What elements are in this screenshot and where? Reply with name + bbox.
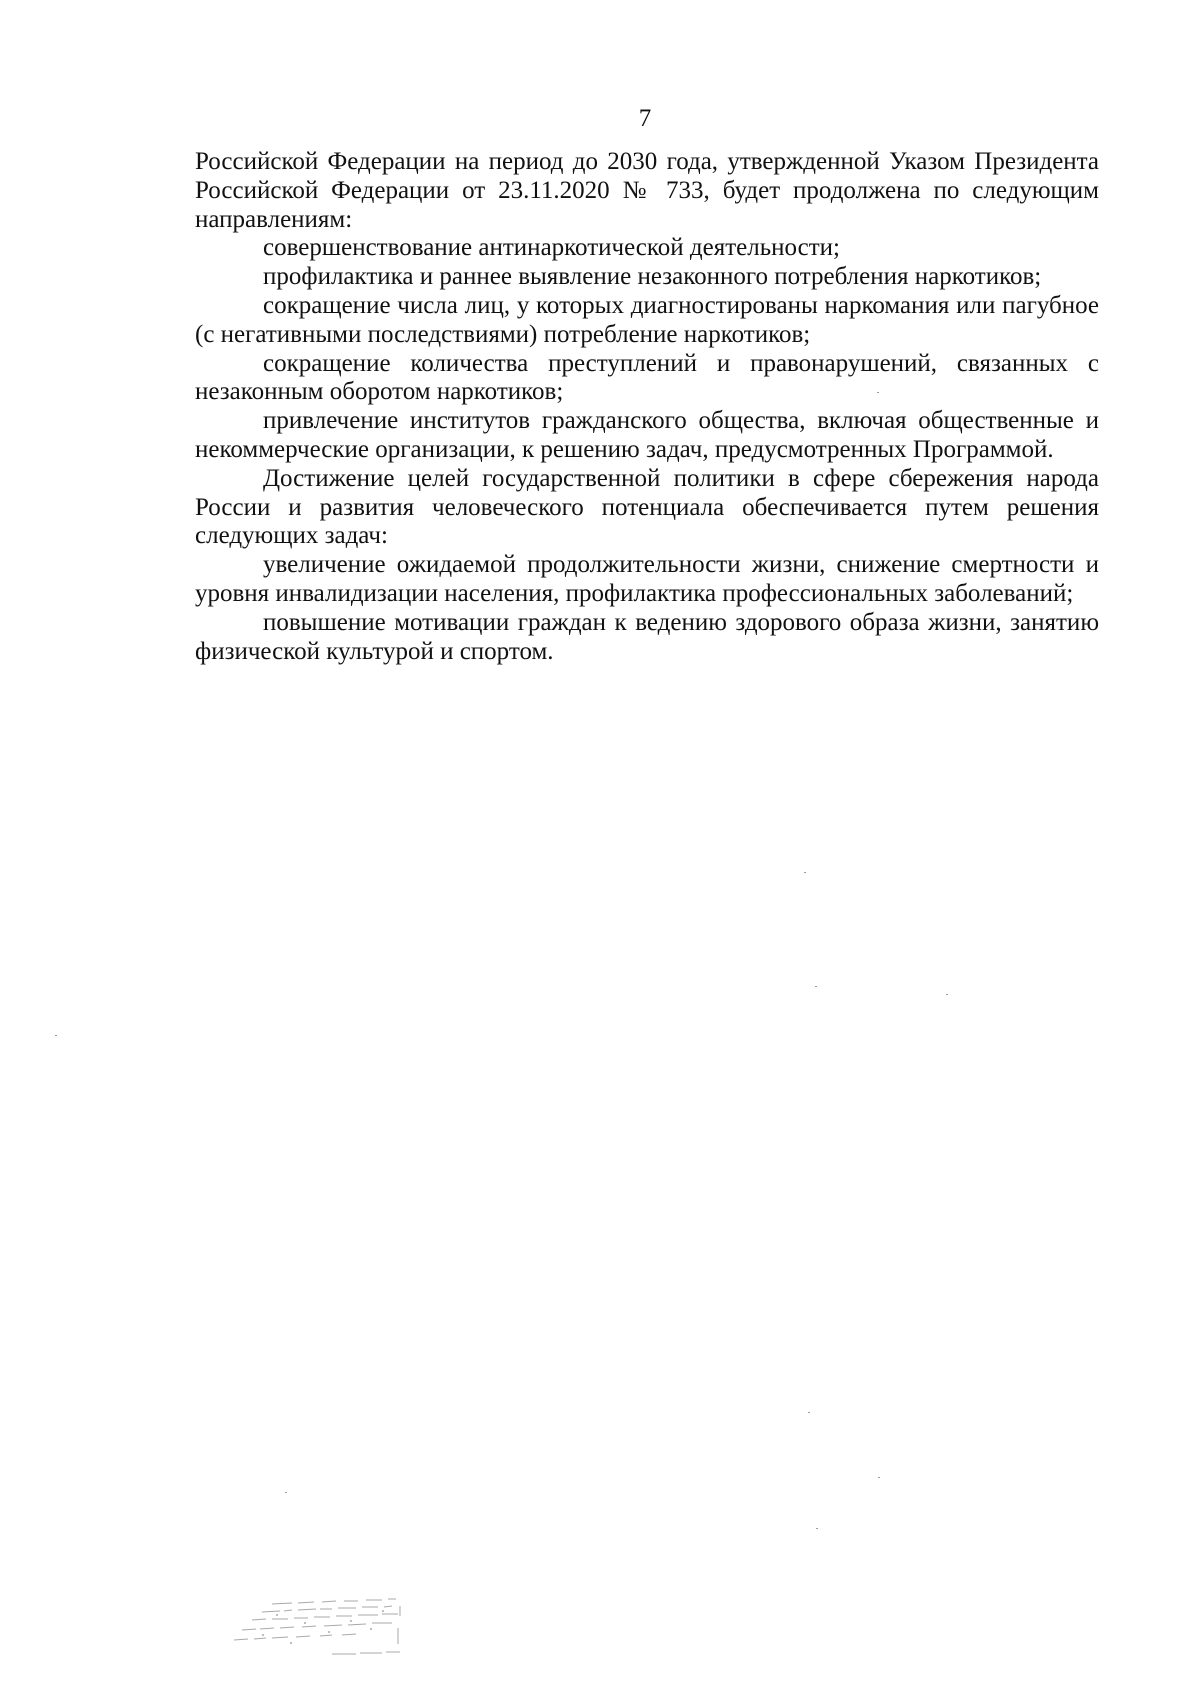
document-body [195,148,1099,666]
page-number: 7 [638,105,652,132]
scan-speck [815,986,817,987]
list-item-life-expectancy: увеличение ожидаемой продолжительности жизни, снижение смертности и уровня инвалидизации населения, профилактика профессиональных заболеваний; [195,551,1099,607]
faded-stamp-icon [232,1598,440,1660]
scan-speck [946,994,948,995]
paragraph-continuation: Российской Федерации на период до 2030 года, утвержденной Указом Президента Российской Федерации от 23.11.2020 № 733, будет продолжена по следующим направлениям: [195,148,1099,233]
scan-speck [877,392,879,393]
scan-speck [808,1412,810,1413]
list-item-civil-society: привлечение институтов гражданского общества, включая общественные и некоммерческие организации, к решению задач, предусмотренных Программой. [195,407,1099,463]
scan-speck [285,1492,287,1493]
list-item-reduce-addicts: сокращение числа лиц, у которых диагностированы наркомания или пагубное (с негативными последствиями) потребление наркотиков; [195,291,1099,348]
scan-speck [878,1477,880,1478]
list-item-antidrug-activity: совершенствование антинаркотической деятельности; [263,234,840,262]
list-item-healthy-lifestyle: повышение мотивации граждан к ведению здорового образа жизни, занятию физической культурой и спортом. [195,608,1099,665]
scan-speck [804,872,806,873]
list-item-prevention: профилактика и раннее выявление незаконного потребления наркотиков; [263,263,1042,291]
list-item-reduce-crimes: сокращение количества преступлений и правонарушений, связанных с незаконным оборотом наркотиков; [195,349,1099,406]
paragraph-goals: Достижение целей государственной политики в сфере сбережения народа России и развития человеческого потенциала обеспечивается путем решения следующих задач: [195,464,1099,550]
scan-speck [816,1528,818,1529]
scan-speck [55,1035,57,1036]
